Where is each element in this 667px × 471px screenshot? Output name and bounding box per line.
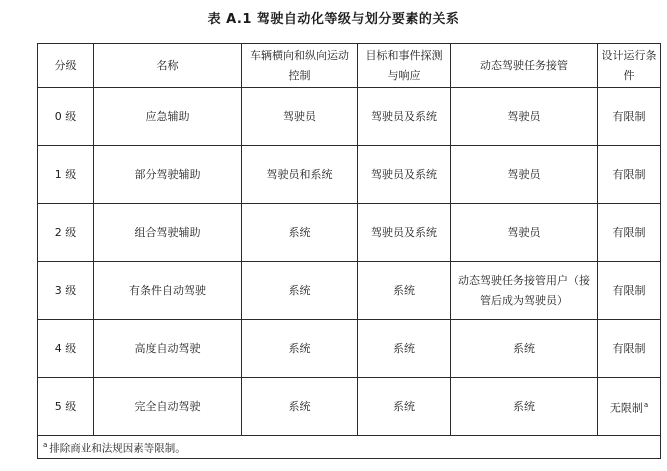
header-odd: 设计运行条件 xyxy=(598,44,661,88)
automation-levels-table xyxy=(37,43,661,459)
cell-odd: 有限制 xyxy=(598,262,661,320)
footnote-marker: a xyxy=(643,400,649,409)
cell-takeover: 驾驶员 xyxy=(451,146,598,204)
cell-takeover: 动态驾驶任务接管用户（接管后成为驾驶员） xyxy=(451,262,598,320)
cell-name: 部分驾驶辅助 xyxy=(94,146,242,204)
header-detection-response: 目标和事件探测与响应 xyxy=(358,44,451,88)
footnote-cell xyxy=(38,436,661,459)
cell-motion-control: 系统 xyxy=(242,320,358,378)
cell-name: 高度自动驾驶 xyxy=(94,320,242,378)
header-motion-control: 车辆横向和纵向运动控制 xyxy=(242,44,358,88)
header-level: 分级 xyxy=(38,44,94,88)
cell-odd-text: 无限制 xyxy=(609,401,643,415)
footnote-text: 排除商业和法规因素等限制。 xyxy=(49,442,186,455)
cell-motion-control: 系统 xyxy=(242,378,358,436)
cell-odd xyxy=(598,378,661,436)
cell-odd: 有限制 xyxy=(598,146,661,204)
cell-name: 完全自动驾驶 xyxy=(94,378,242,436)
cell-detection-response: 驾驶员及系统 xyxy=(358,146,451,204)
table-row xyxy=(38,146,661,204)
cell-level: 0 级 xyxy=(38,88,94,146)
table-row xyxy=(38,320,661,378)
cell-takeover: 系统 xyxy=(451,320,598,378)
cell-level: 3 级 xyxy=(38,262,94,320)
cell-level: 5 级 xyxy=(38,378,94,436)
footnote-row xyxy=(38,436,661,459)
table-caption: 表 A.1 驾驶自动化等级与划分要素的关系 xyxy=(207,12,460,27)
cell-takeover: 系统 xyxy=(451,378,598,436)
cell-name: 有条件自动驾驶 xyxy=(94,262,242,320)
cell-detection-response: 系统 xyxy=(358,378,451,436)
table-row xyxy=(38,204,661,262)
cell-odd: 有限制 xyxy=(598,88,661,146)
header-row xyxy=(38,44,661,88)
table-row xyxy=(38,88,661,146)
cell-level: 2 级 xyxy=(38,204,94,262)
cell-name: 组合驾驶辅助 xyxy=(94,204,242,262)
cell-level: 4 级 xyxy=(38,320,94,378)
header-name: 名称 xyxy=(94,44,242,88)
cell-name: 应急辅助 xyxy=(94,88,242,146)
cell-takeover: 驾驶员 xyxy=(451,204,598,262)
table-row xyxy=(38,378,661,436)
cell-motion-control: 系统 xyxy=(242,204,358,262)
table-row xyxy=(38,262,661,320)
cell-odd: 有限制 xyxy=(598,204,661,262)
cell-detection-response: 系统 xyxy=(358,320,451,378)
cell-odd: 有限制 xyxy=(598,320,661,378)
cell-motion-control: 系统 xyxy=(242,262,358,320)
footnote-marker-ref: a xyxy=(43,441,48,449)
cell-motion-control: 驾驶员和系统 xyxy=(242,146,358,204)
cell-takeover: 驾驶员 xyxy=(451,88,598,146)
cell-motion-control: 驾驶员 xyxy=(242,88,358,146)
cell-level: 1 级 xyxy=(38,146,94,204)
header-takeover: 动态驾驶任务接管 xyxy=(451,44,598,88)
cell-detection-response: 驾驶员及系统 xyxy=(358,204,451,262)
cell-detection-response: 系统 xyxy=(358,262,451,320)
cell-detection-response: 驾驶员及系统 xyxy=(358,88,451,146)
